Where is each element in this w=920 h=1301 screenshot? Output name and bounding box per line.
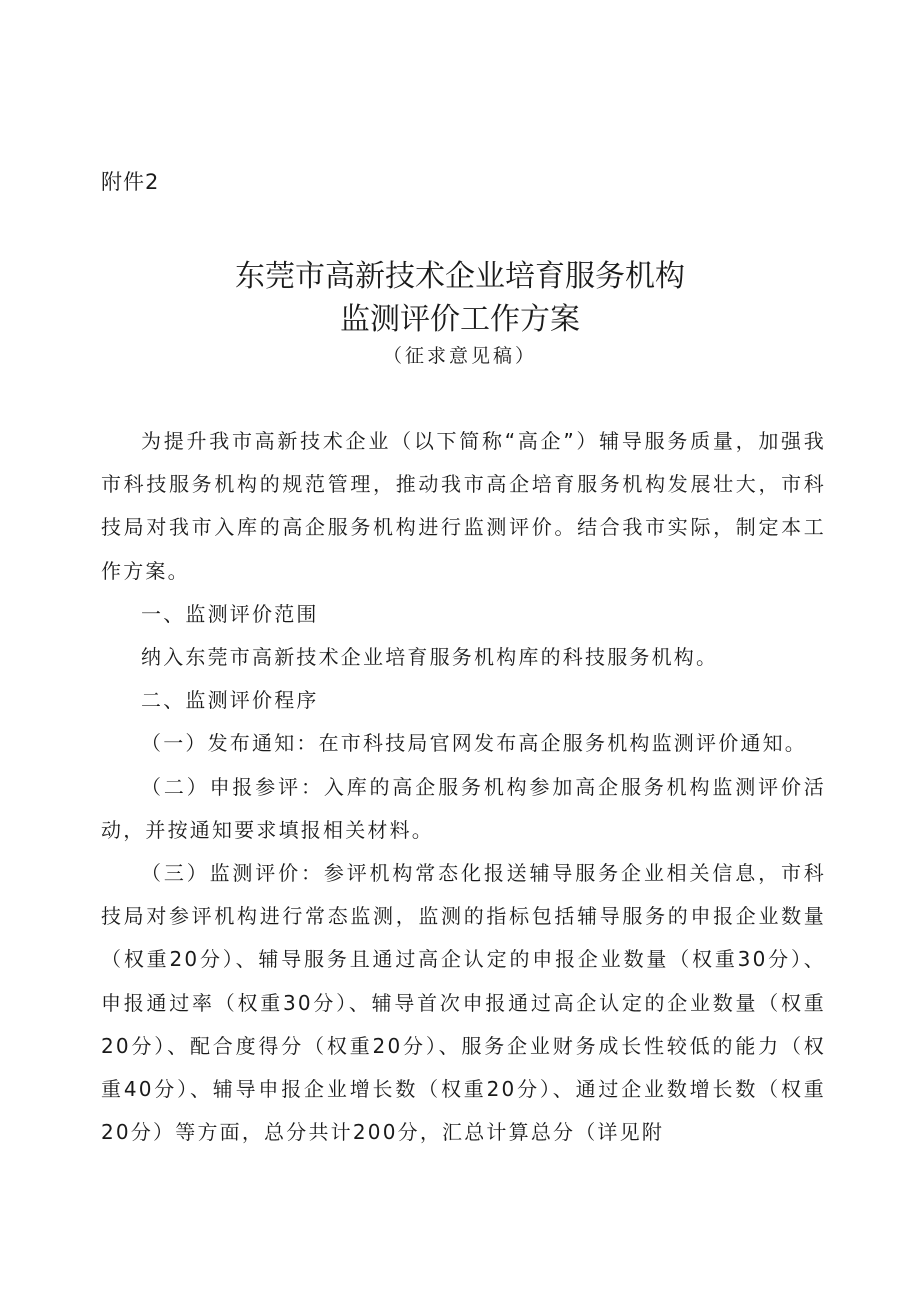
attachment-label: 附件2: [101, 170, 160, 194]
document-subtitle: （征求意见稿）: [382, 345, 537, 367]
procedure-step-1: （一）发布通知：在市科技局官网发布高企服务机构监测评价通知。: [141, 731, 807, 756]
procedure-step-3: （三）监测评价：参评机构常态化报送辅导服务企业相关信息，市科技局对参评机构进行常态监测，监测的指标包括辅导服务的申报企业数量（权重20分）、辅导服务且通过高企认定的申报企业数量（权重30分）、申报通过率（权重30分）、辅导首次申报通过高企认定的企业数量（权重20分）、配合度得分（权重20分）、服务企业财务成长性较低的能力（权重40分）、辅导申报企业增长数（权重20分）、通过企业数增长数（权重20分）等方面，总分共计200分，汇总计算总分（详见附: [101, 861, 826, 1145]
procedure-step-2: （二）申报参评：入库的高企服务机构参加高企服务机构监测评价活动，并按通知要求填报相关材料。: [101, 774, 826, 842]
intro-paragraph: 为提升我市高新技术企业（以下简称“高企”）辅导服务质量，加强我市科技服务机构的规范管理，推动我市高企培育服务机构发展壮大，市科技局对我市入库的高企服务机构进行监测评价。结合我市实际，制定本工作方案。: [101, 429, 826, 583]
section-heading-procedure: 二、监测评价程序: [141, 688, 319, 713]
document-title-line-2: 监测评价工作方案: [340, 302, 580, 337]
document-body: [101, 420, 826, 1154]
scope-paragraph: 纳入东莞市高新技术企业培育服务机构库的科技服务机构。: [141, 645, 719, 670]
section-heading-scope: 一、监测评价范围: [141, 601, 319, 626]
document-title-line-1: 东莞市高新技术企业培育服务机构: [235, 259, 685, 294]
